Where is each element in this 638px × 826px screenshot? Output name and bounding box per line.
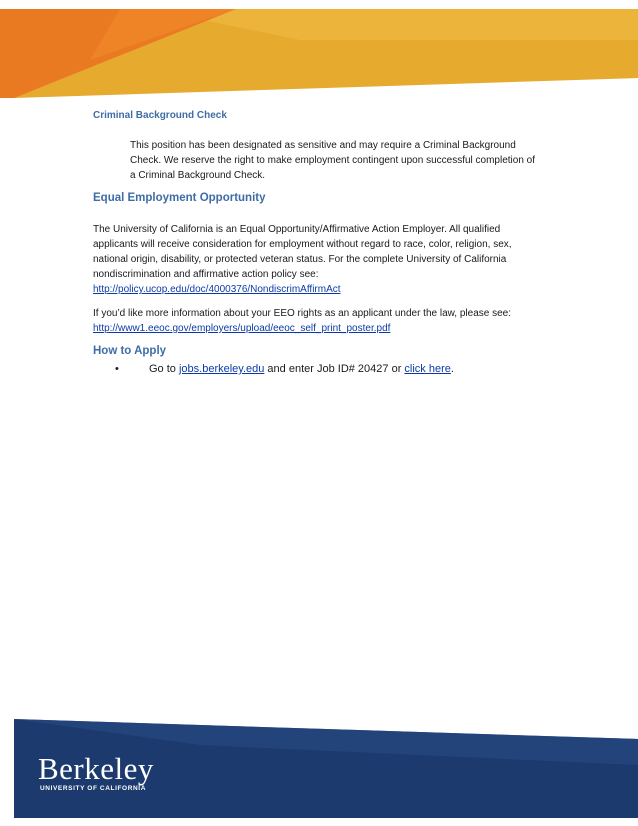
logo-wordmark: Berkeley	[38, 751, 154, 786]
jobs-site-link[interactable]: jobs.berkeley.edu	[178, 363, 265, 375]
eeo-heading: Equal Employment Opportunity	[93, 192, 266, 204]
header-banner	[0, 0, 638, 110]
criminal-check-text: This position has been designated as sensitive and may require a Criminal Background Check. We reserve the right to make employment contingent upon successful completion of a Criminal Background Check.	[130, 140, 536, 181]
bullet-icon: •	[115, 363, 119, 375]
how-to-apply-heading: How to Apply	[93, 345, 167, 357]
eeoc-poster-link[interactable]: http://www1.eeoc.gov/employers/upload/eeoc_self_print_poster.pdf	[93, 323, 391, 334]
policy-link[interactable]: http://policy.ucop.edu/doc/4000376/NondiscrimAffirmAct	[93, 284, 341, 295]
eeo-paragraph-1-text: The University of California is an Equal Opportunity/Affirmative Action Employer. All qualified applicants will receive consideration for employment without regard to race, color, religion, sex, national origin, disability, or protected veteran status. For the complete University of California nondiscrimination and affirmative action policy see:	[93, 224, 512, 280]
click-here-link[interactable]: click here	[404, 363, 451, 375]
apply-instruction	[149, 362, 454, 377]
eeo-paragraph-2	[93, 306, 548, 336]
eeo-paragraph-2-text: If you’d like more information about your EEO rights as an applicant under the law, please see:	[93, 308, 512, 319]
apply-middle: and enter Job ID# 20427 or	[264, 363, 405, 375]
apply-prefix: Go to	[149, 363, 179, 375]
eeo-paragraph-1	[93, 222, 548, 297]
apply-suffix: .	[450, 363, 454, 375]
berkeley-logo	[38, 753, 154, 792]
logo-subtitle: UNIVERSITY OF CALIFORNIA	[40, 785, 147, 792]
criminal-check-heading: Criminal Background Check	[93, 110, 227, 121]
